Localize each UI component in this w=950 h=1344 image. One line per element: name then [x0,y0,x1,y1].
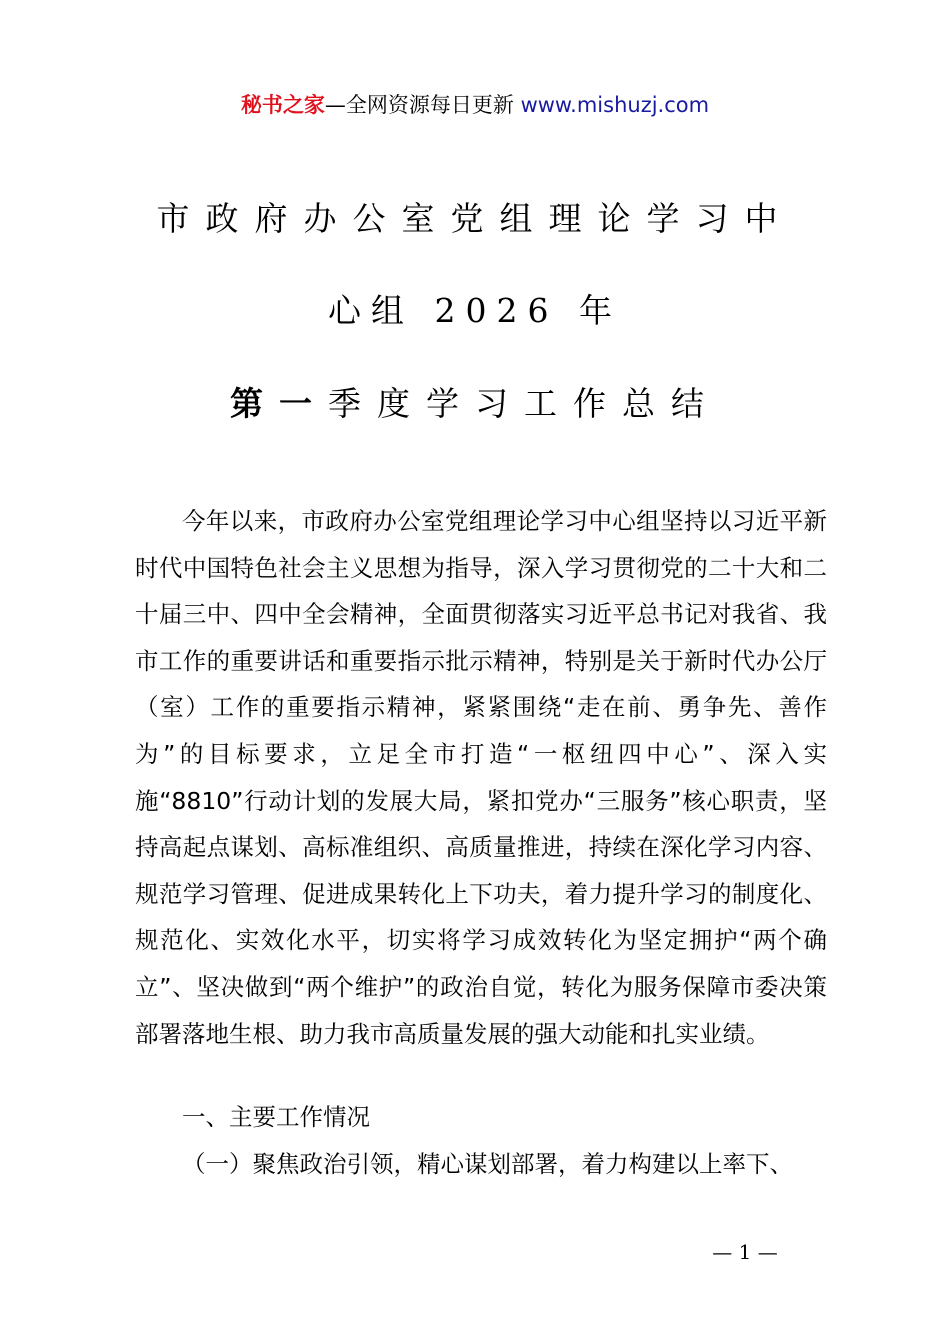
banner-tagline: 全网资源每日更新 [345,93,514,117]
body-paragraph-1: 今年以来，市政府办公室党组理论学习中心组坚持以习近平新时代中国特色社会主义思想为指导，深入学习贯彻党的二十大和二十届三中、四中全会精神，全面贯彻落实习近平总书记对我省、我市工作的重要讲话和重要指示批示精神，特别是关于新时代办公厅（室）工作的重要指示精神，紧紧围绕“走在前、勇争先、善作为”的目标要求，立足全市打造“一枢纽四中心”、深入实施“8810”行动计划的发展大局，紧扣党办“三服务”核心职责，坚持高起点谋划、高标准组织、高质量推进，持续在深化学习内容、规范学习管理、促进成果转化上下功夫，着力提升学习的制度化、规范化、实效化水平，切实将学习成效转化为坚定拥护“两个确立”、坚决做到“两个维护”的政治自觉，转化为服务保障市委决策部署落地生根、助力我市高质量发展的强大动能和扎实业绩。 [135,507,827,1048]
title-rest-part: 季度学习工作总结 [328,384,720,423]
site-banner [0,90,950,120]
banner-url-link[interactable]: www.mishuzj.com [520,93,710,117]
document-title-line-3 [0,382,950,426]
page-number: — 1 — [712,1240,778,1264]
subsection-heading-1: （一）聚焦政治引领，精心谋划部署，着力构建以上率下、 [182,1150,793,1178]
title-bold-part: 第一 [230,384,328,423]
document-title-line-1: 市政府办公室党组理论学习中 [156,199,794,238]
banner-dash: — [324,93,346,117]
banner-site-name: 秘书之家 [240,93,325,117]
document-title-line-2: 心组 2026 年 [328,291,622,330]
section-heading-1: 一、主要工作情况 [182,1103,370,1131]
